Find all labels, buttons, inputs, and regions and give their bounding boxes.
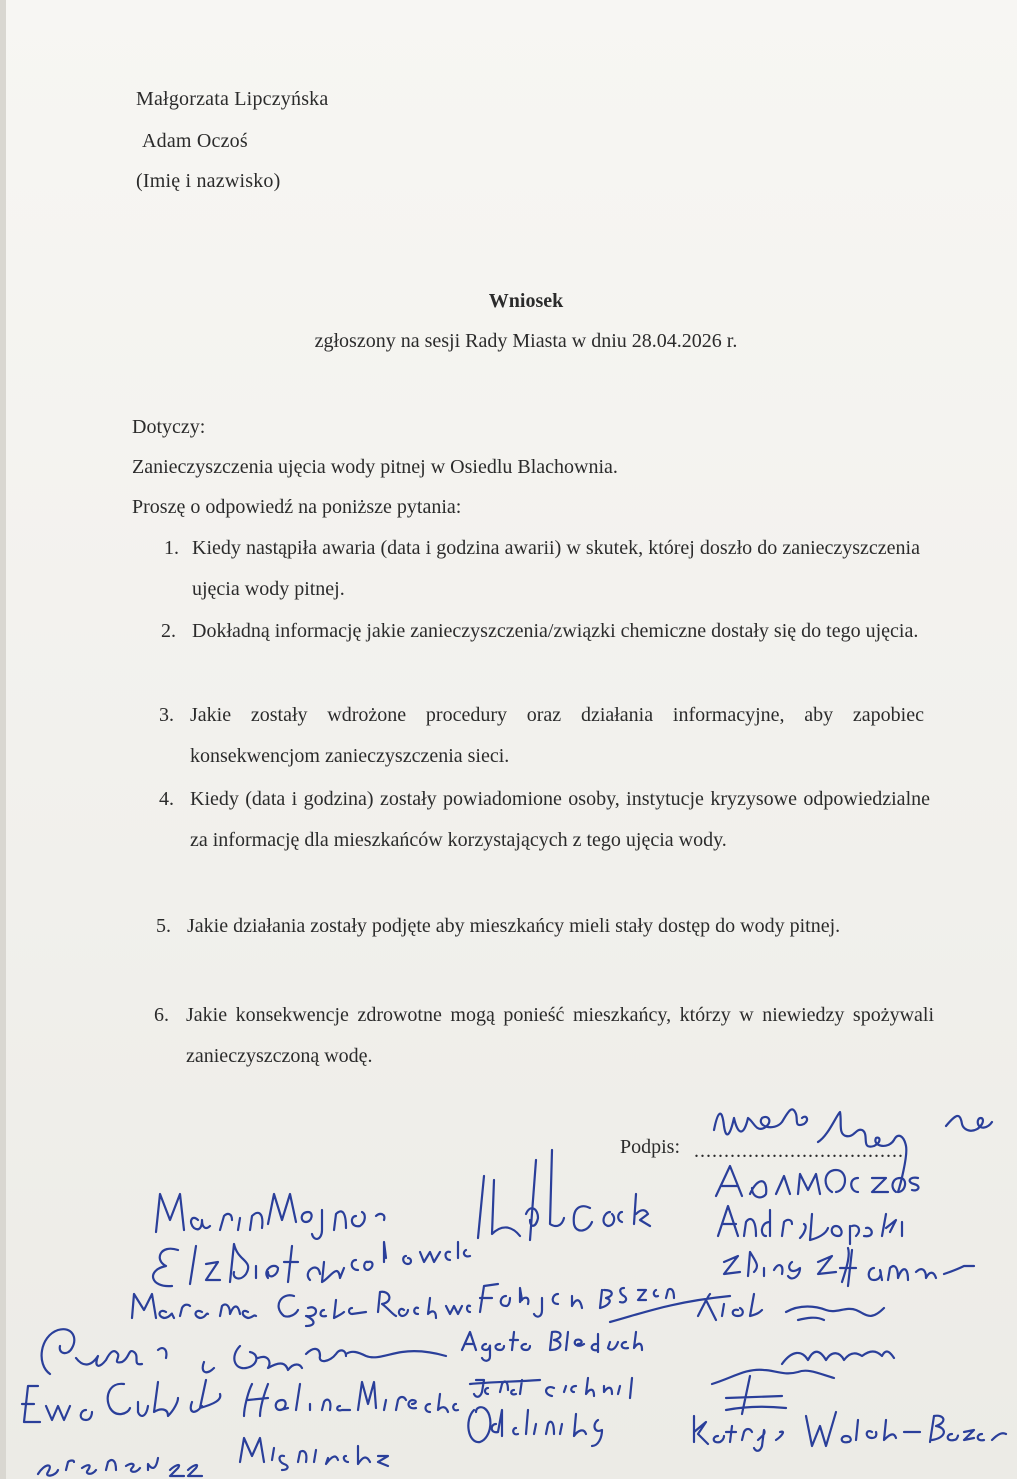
signature-wolska — [694, 1412, 1006, 1451]
signature-oczos — [716, 1166, 918, 1197]
signature-wisniewski — [38, 1438, 388, 1476]
signature-label: Podpis: — [620, 1136, 681, 1158]
request-line: Proszę o odpowiedź na poniższe pytania: — [132, 496, 462, 518]
signature-jacek — [478, 1150, 650, 1240]
question-text: Kiedy (data i godzina) zostały powiadomione osoby, instytucje kryzysowe odpowiedzialne za informację dla mieszkańców korzystających z tego ujęcia wody. — [190, 788, 930, 851]
author-name-2: Adam Oczoś — [142, 130, 248, 152]
question-number: 4. — [159, 788, 174, 810]
signature-cichon — [22, 1380, 220, 1422]
subject-line: Zanieczyszczenia ujęcia wody pitnej w Osiedlu Blachownia. — [132, 456, 618, 478]
question-text: Jakie zostały wdrożone procedury oraz działania informacyjne, aby zapobiec konsekwencjom zanieczyszczenia sieci. — [190, 704, 924, 767]
question-number: 6. — [154, 1004, 169, 1026]
question-number: 2. — [161, 620, 176, 642]
question-number: 1. — [164, 537, 179, 559]
signature-mirecka — [244, 1382, 458, 1416]
author-caption: (Imię i nazwisko) — [136, 170, 281, 192]
signature-loops — [42, 1329, 446, 1374]
signature-cichonii — [470, 1378, 632, 1398]
document-title: Wniosek — [488, 290, 564, 312]
signature-dots: ................................... — [694, 1140, 904, 1162]
author-name-1: Małgorzata Lipczyńska — [136, 88, 329, 110]
signature-rachwal — [132, 1292, 470, 1326]
question-text: Kiedy nastąpiła awaria (data i godzina awarii) w skutek, której doszło do zanieczyszczenia ujęcia wody pitnej. — [192, 537, 920, 600]
signature-bleduch — [462, 1332, 642, 1361]
handwritten-signatures — [6, 0, 1017, 1479]
signature-kiel — [610, 1294, 884, 1322]
document-subtitle: zgłoszony na sesji Rady Miasta w dniu 28.04.2026 r. — [314, 330, 738, 352]
signature-odolinski — [468, 1407, 602, 1446]
question-text: Jakie działania zostały podjęte aby mieszkańcy mieli stały dostęp do wody pitnej. — [187, 915, 841, 937]
question-number: 5. — [156, 915, 171, 937]
question-text: Dokładną informację jakie zanieczyszczenia/związki chemiczne dostały się do tego ujęcia. — [192, 620, 919, 642]
signature-hamann — [724, 1248, 974, 1286]
question-text: Jakie konsekwencje zdrowotne mogą ponieść mieszkańcy, którzy w niewiedzy spożywali zanieczyszczoną wodę. — [186, 1004, 934, 1067]
signature-karolewska — [153, 1242, 470, 1286]
signature-right-scribbles — [712, 1352, 894, 1415]
dotyczy-label: Dotyczy: — [132, 416, 206, 438]
signature-lopuski — [718, 1206, 902, 1244]
question-number: 3. — [159, 704, 174, 726]
signature-wojnar — [156, 1194, 384, 1239]
